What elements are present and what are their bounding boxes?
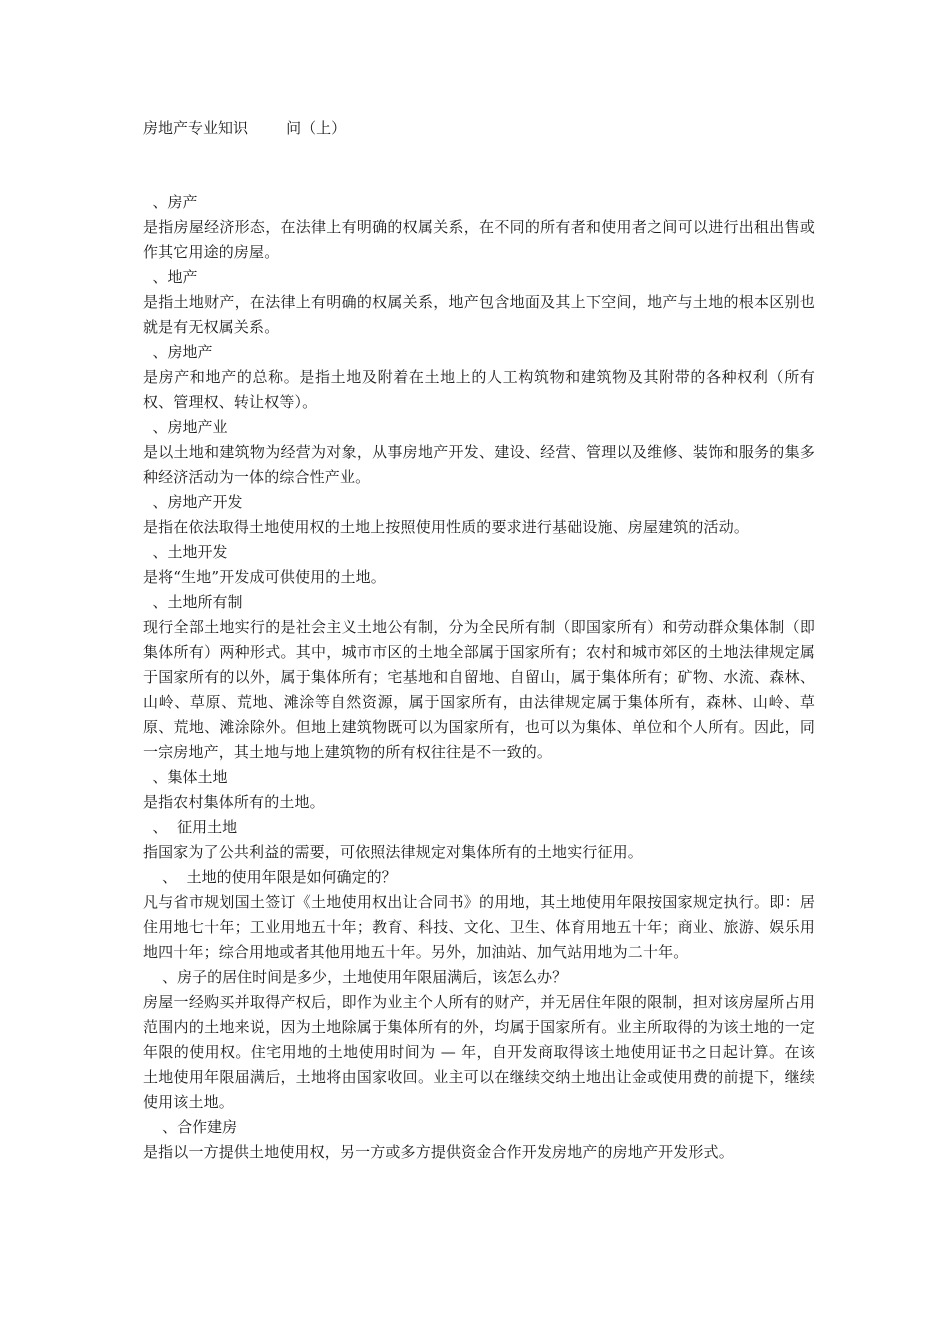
item-body: 房屋一经购买并取得产权后，即作为业主个人所有的财产，并无居住年限的限制，担对该房屋所占用范围内的土地来说，因为土地除属于集体所有的外，均属于国家所有。业主所取得的为该土地的一定年限的使用权。住宅用地的土地使用时间为 — 年，自开发商取得该土地使用证书之日起计算。在该土地使用年限届满后，土地将由国家收回。业主可以在继续交纳土地出让金或使用费的前提下，继续使用该土地。 <box>143 993 815 1111</box>
item-heading: 、房地产业 <box>143 418 228 436</box>
item-heading: 、土地开发 <box>143 543 228 561</box>
item-heading: 、合作建房 <box>143 1118 238 1136</box>
item-body: 是指农村集体所有的土地。 <box>143 793 325 811</box>
item-heading: 、土地所有制 <box>143 593 243 611</box>
item-body: 凡与省市规划国土签订《土地使用权出让合同书》的用地，其土地使用年限按国家规定执行。即：居住用地七十年；工业用地五十年；教育、科技、文化、卫生、体育用地五十年；商业、旅游、娱乐用地四十年；综合用地或者其他用地五十年。另外，加油站、加气站用地为二十年。 <box>143 893 815 961</box>
item-heading: 、 征用土地 <box>143 818 238 836</box>
item-body: 指国家为了公共利益的需要，可依照法律规定对集体所有的土地实行征用。 <box>143 843 643 861</box>
item-heading: 、房地产 <box>143 343 213 361</box>
item-body: 是以土地和建筑物为经营为对象，从事房地产开发、建设、经营、管理以及维修、装饰和服务的集多种经济活动为一体的综合性产业。 <box>143 443 815 486</box>
item-heading: 、地产 <box>143 268 198 286</box>
item-heading: 、房子的居住时间是多少，土地使用年限届满后，该怎么办？ <box>143 968 568 986</box>
document-title: 房地产专业知识 问（上） <box>143 119 347 137</box>
item-body: 是指以一方提供土地使用权，另一方或多方提供资金合作开发房地产的房地产开发形式。 <box>143 1143 734 1161</box>
item-heading: 、集体土地 <box>143 768 228 786</box>
item-body: 是指房屋经济形态，在法律上有明确的权属关系，在不同的所有者和使用者之间可以进行出租出售或作其它用途的房屋。 <box>143 218 815 261</box>
document-content <box>143 190 815 1165</box>
item-heading: 、 土地的使用年限是如何确定的？ <box>143 868 397 886</box>
item-body: 是将“生地”开发成可供使用的土地。 <box>143 568 386 586</box>
item-body: 是指土地财产，在法律上有明确的权属关系，地产包含地面及其上下空间，地产与土地的根本区别也就是有无权属关系。 <box>143 293 815 336</box>
item-body: 是指在依法取得土地使用权的土地上按照使用性质的要求进行基础设施、房屋建筑的活动。 <box>143 518 750 536</box>
item-heading: 、房地产开发 <box>143 493 243 511</box>
item-body: 是房产和地产的总称。是指土地及附着在土地上的人工构筑物和建筑物及其附带的各种权利（所有权、管理权、转让权等）。 <box>143 368 815 411</box>
item-body: 现行全部土地实行的是社会主义土地公有制，分为全民所有制（即国家所有）和劳动群众集体制（即集体所有）两种形式。其中，城市市区的土地全部属于国家所有；农村和城市郊区的土地法律规定属于国家所有的以外，属于集体所有；宅基地和自留地、自留山，属于集体所有；矿物、水流、森林、山岭、草原、荒地、滩涂等自然资源，属于国家所有，由法律规定属于集体所有，森林、山岭、草原、荒地、滩涂除外。但地上建筑物既可以为国家所有，也可以为集体、单位和个人所有。因此，同一宗房地产，其土地与地上建筑物的所有权往往是不一致的。 <box>143 618 815 761</box>
item-heading: 、房产 <box>143 193 198 211</box>
